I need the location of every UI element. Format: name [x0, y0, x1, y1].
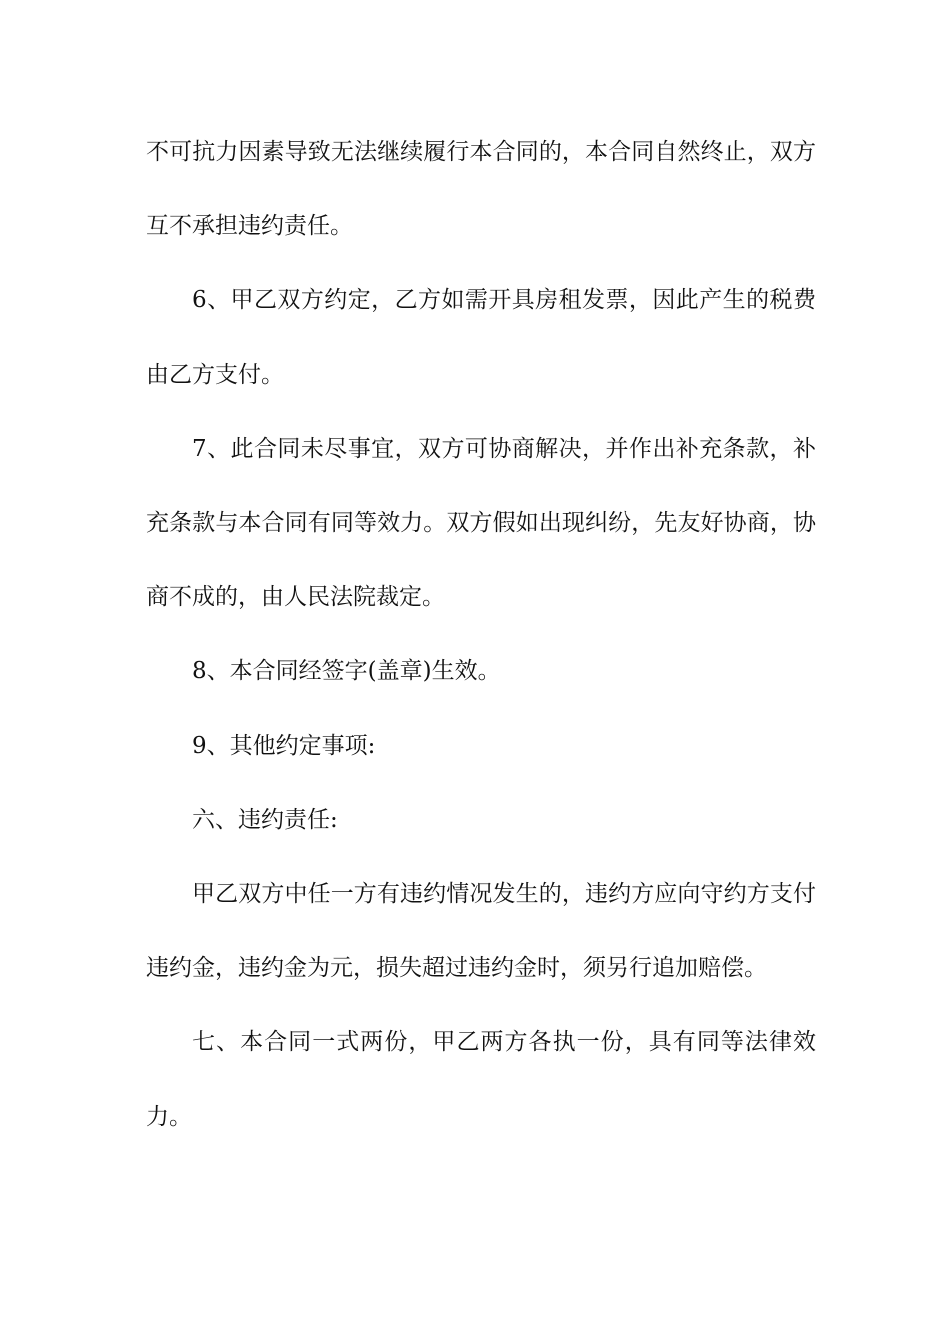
- paragraph-clause-8: 8、本合同经签字(盖章)生效。: [192, 658, 501, 685]
- paragraph-liability: 甲乙双方中任一方有违约情况发生的，违约方应向守约方支付违约金，违约金为元，损失超过违约金时，须另行追加赔偿。: [146, 881, 816, 982]
- contract-body: [146, 115, 816, 1154]
- section-copies: 七、本合同一式两份，甲乙两方各执一份，具有同等法律效力。: [146, 1029, 816, 1130]
- section-heading-liability: 六、违约责任:: [192, 806, 338, 833]
- paragraph-clause-6: 6、甲乙双方约定，乙方如需开具房租发票，因此产生的税费由乙方支付。: [146, 287, 816, 388]
- paragraph-force-majeure: 不可抗力因素导致无法继续履行本合同的，本合同自然终止，双方互不承担违约责任。: [146, 139, 816, 240]
- paragraph-clause-9: 9、其他约定事项:: [192, 732, 376, 759]
- paragraph-clause-7: 7、此合同未尽事宜，双方可协商解决，并作出补充条款，补充条款与本合同有同等效力。双方假如出现纠纷，先友好协商，协商不成的，由人民法院裁定。: [146, 435, 816, 611]
